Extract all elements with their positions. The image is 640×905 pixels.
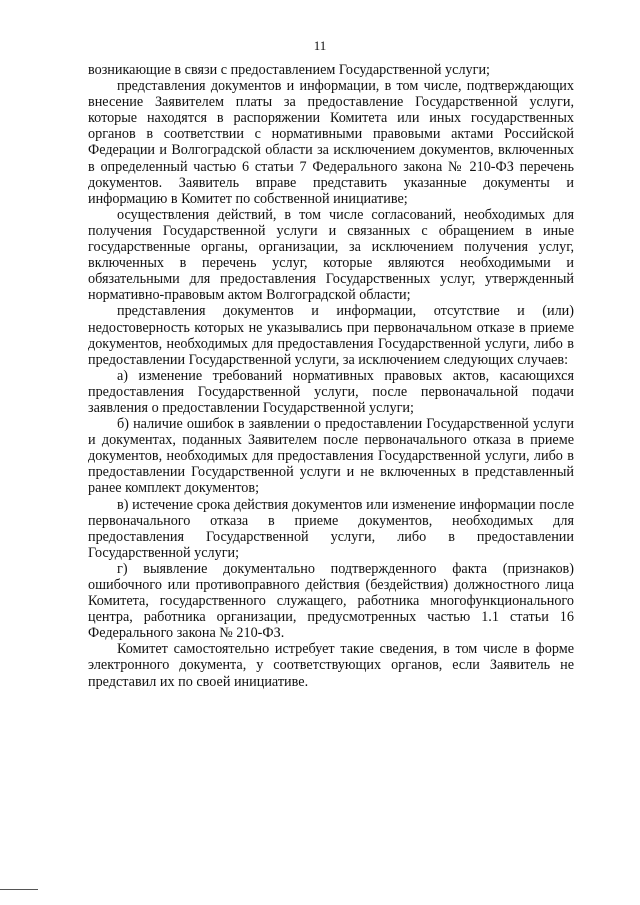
- list-item-a: а) изменение требований нормативных правовых актов, касающихся предоставления Государственной услуги, после первоначальной подачи заявления о предоставлении Государственной услуги;: [88, 367, 574, 416]
- document-body: [88, 62, 574, 690]
- paragraph-invalid-documents: представления документов и информации, отсутствие и (или) недостоверность которых не указывались при первоначальном отказе в приеме документов, необходимых для предоставления Государственной услуги, либо в предоставлении Государственной услуги, за исключением следующих случаев:: [88, 303, 574, 368]
- paragraph-actions-approvals: осуществления действий, в том числе согласований, необходимых для получения Государственной услуги и связанных с обращением в иные государственные органы, организации, за исключением получения услуг, включенных в перечень услуг, которые являются необходимыми и обязательными для предоставления Государственных услуг, утвержденный нормативно-правовым актом Волгоградской области;: [88, 206, 574, 304]
- list-item-b: б) наличие ошибок в заявлении о предоставлении Государственной услуги и документах, поданных Заявителем после первоначального отказа в приеме документов, необходимых для предоставления Государственной услуги, либо в предоставлении Государственной услуги и не включенных в представленный ранее комплект документов;: [88, 416, 574, 497]
- page-number: 11: [313, 38, 327, 53]
- paragraph-documents-information: представления документов и информации, в том числе, подтверждающих внесение Заявителем платы за предоставление Государственной услуги, которые находятся в распоряжении Комитета или иных государственных органов в соответствии с нормативными правовыми актами Российской Федерации и Волгоградской области за исключением документов, включенных в определенный частью 6 статьи 7 Федерального закона № 210-ФЗ перечень документов. Заявитель вправе представить указанные документы и информацию в Комитет по собственной инициативе;: [88, 78, 574, 207]
- list-item-g: г) выявление документально подтвержденного факта (признаков) ошибочного или противоправного действия (бездействия) должностного лица Комитета, государственного служащего, работника многофункционального центра, работника организации, предусмотренных частью 1.1 статьи 16 Федерального закона № 210-ФЗ.: [88, 560, 574, 642]
- paragraph-continuation: возникающие в связи с предоставлением Государственной услуги;: [88, 62, 490, 78]
- paragraph-committee-request: Комитет самостоятельно истребует такие сведения, в том числе в форме электронного документа, у соответствующих органов, если Заявитель не представил их по своей инициативе.: [88, 641, 574, 690]
- bottom-left-rule: [0, 889, 38, 890]
- list-item-v: в) истечение срока действия документов или изменение информации после первоначального отказа в приеме документов, необходимых для предоставления Государственной услуги, либо в предоставлении Государственной услуги;: [88, 496, 574, 561]
